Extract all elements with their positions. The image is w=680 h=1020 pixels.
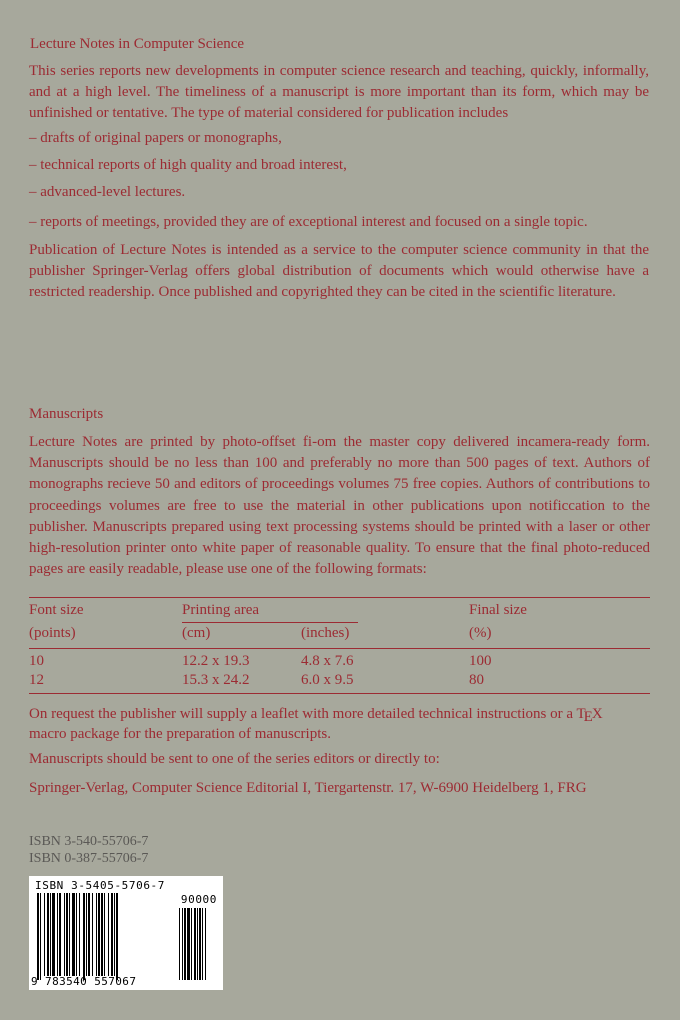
table-header-points: (points) [29,625,76,641]
barcode-bar [92,893,93,976]
barcode-bar [59,893,61,976]
row-final-size: 100 [469,653,492,669]
request-text [29,706,603,723]
row-font-size: 10 [29,653,44,669]
table-header-cm: (cm) [182,625,211,641]
barcode-isbn-text: ISBN 3-5405-5706-7 [35,879,166,892]
bullet-item: – drafts of original papers or monographs, [29,130,282,146]
row-cm: 15.3 x 24.2 [182,672,250,688]
publication-paragraph: Publication of Lecture Notes is intended as a service to the computer science community in that the publisher Springer-Verlag offers global distribution of documents which would otherwise have a restricted readership. Once published and copyrighted they can be cited in the scientific literature. [29,242,649,301]
barcode-bar [98,893,100,976]
row-font-size: 12 [29,672,44,688]
barcode-bar [104,893,105,976]
barcode-bar [52,893,55,976]
barcode-bar [44,893,45,976]
request-line-2: macro package for the preparation of manuscripts. [29,726,331,742]
barcode-bar [57,893,58,976]
address-line: Springer-Verlag, Computer Science Editorial I, Tiergartenstr. 17, W-6900 Heidelberg 1, FRG [29,780,587,796]
barcode-bar [47,893,49,976]
table-header-final-size: Final size [469,602,527,618]
barcode-bar [40,893,41,980]
barcode-bar [37,893,39,980]
barcode [29,876,223,990]
table-header-printing-area: Printing area [182,602,260,618]
barcode-addon-bar [197,908,198,980]
barcode-bar [88,893,90,976]
barcode-bar [79,893,80,976]
send-line: Manuscripts should be sent to one of the series editors or directly to: [29,751,440,767]
barcode-bar [64,893,65,976]
barcode-addon-text: 90000 [180,893,217,906]
isbn-2: ISBN 0-387-55706-7 [29,851,149,866]
manuscripts-paragraph: Lecture Notes are printed by photo-offset fi-om the master copy delivered incamera-ready form. Manuscripts should be no less than 100 and preferably no more than 500 pages of text. Authors of monographs recieve 50 and editors of proceedings volumes 75 free copies. Authors of contributions to proceedings volumes are free to use the material in other publications upon notificcation to the publisher. Manuscripts prepared using text processing systems should be printed with a laser or other high-resolution printer onto white paper of reasonable quality. To ensure that the final photo-reduced pages are easily readable, please use one of the following formats: [29,434,650,578]
row-inches: 6.0 x 9.5 [301,672,354,688]
table-header-font-size: Font size [29,602,84,618]
manuscripts-heading: Manuscripts [29,406,104,422]
barcode-addon-bar [199,908,201,980]
barcode-bar [69,893,70,976]
barcode-bar [111,893,113,976]
barcode-addon-bar [184,908,186,980]
barcode-bar [76,893,77,976]
barcode-bar [101,893,103,976]
row-final-size: 80 [469,672,484,688]
barcode-bar [116,893,118,980]
barcode-addon-bar [202,908,203,980]
isbn-1: ISBN 3-540-55706-7 [29,834,149,849]
table-header-inches: (inches) [301,625,350,641]
printing-area-rule [182,622,358,623]
intro-paragraph: This series reports new developments in computer science research and teaching, quickly, informally, and at a high level. The timeliness of a manuscript is more important than its form, which may be unfinished or tentative. The type of material considered for publication includes [29,63,649,122]
table-top-rule [29,597,650,598]
barcode-addon-bar [205,908,206,980]
barcode-bar [96,893,97,976]
table-bottom-rule [29,693,650,694]
barcode-bar [114,893,115,976]
barcode-bar [72,893,75,976]
table-header-rule [29,648,650,649]
barcode-addon-bar [182,908,183,980]
tex-e: E [583,709,593,725]
table-header-percent: (%) [469,625,492,641]
barcode-bar [86,893,87,976]
bullet-item: – advanced-level lectures. [29,184,186,200]
barcode-addon-bar [187,908,190,980]
bullet-item: – technical reports of high quality and broad interest, [29,157,347,173]
barcode-bar [108,893,109,976]
tex-x: X [591,706,603,722]
request-line-1: On request the publisher will supply a leaflet with more detailed technical instructions or a T [29,706,586,722]
series-title: Lecture Notes in Computer Science [30,36,245,52]
barcode-bar [50,893,51,976]
barcode-bar [66,893,68,976]
barcode-addon-bar [191,908,192,980]
barcode-addon-bar [179,908,180,980]
bullet-item: – reports of meetings, provided they are of exceptional interest and focused on a single topic. [29,214,588,230]
barcode-number: 9 783540 557067 [31,975,137,988]
barcode-addon-bar [194,908,196,980]
row-cm: 12.2 x 19.3 [182,653,250,669]
barcode-bar [83,893,85,980]
row-inches: 4.8 x 7.6 [301,653,354,669]
